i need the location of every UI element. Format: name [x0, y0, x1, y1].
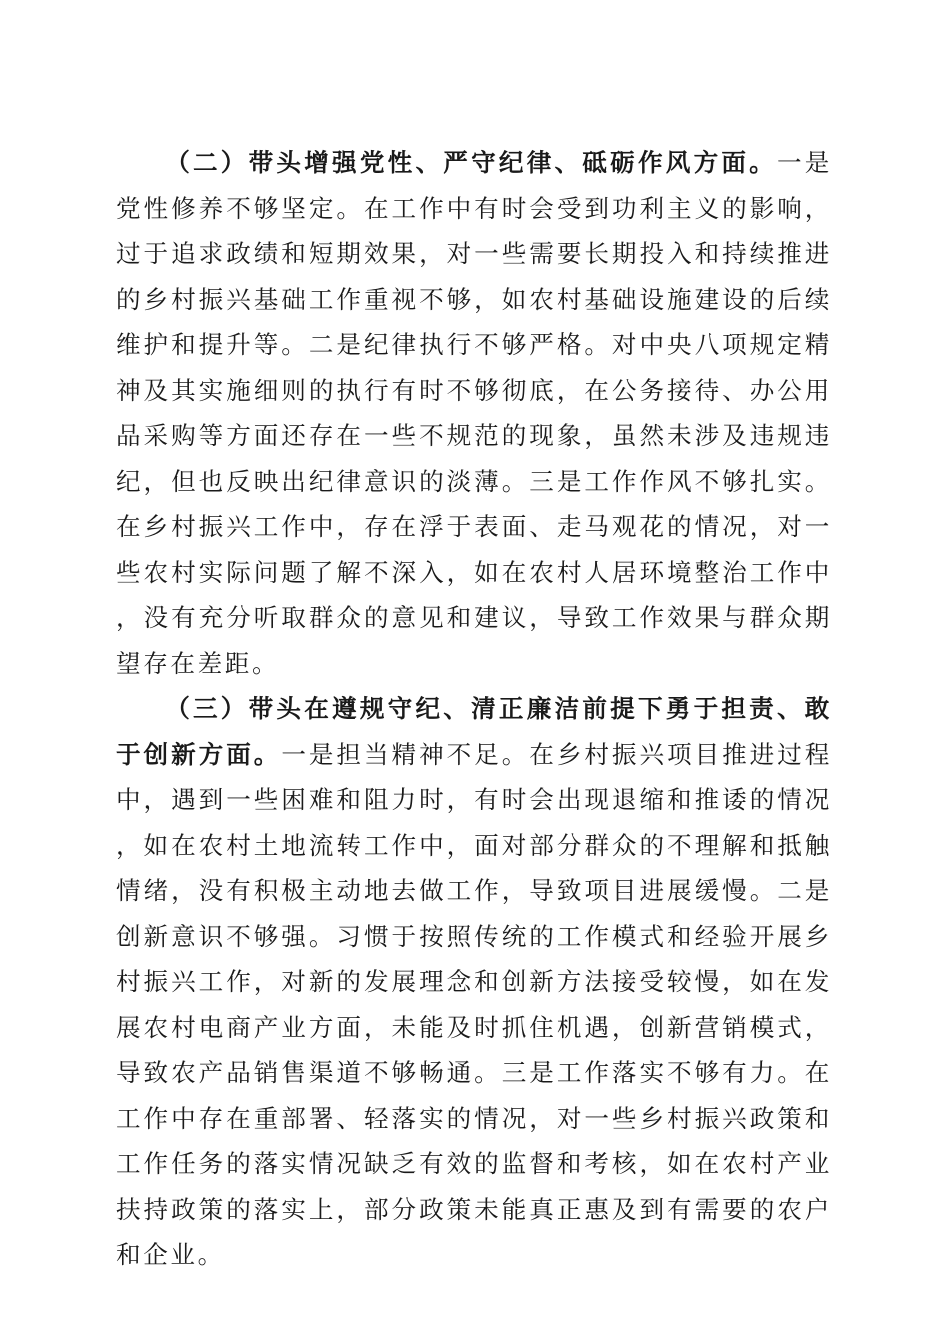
paragraph-section-2: [116, 140, 832, 686]
section-body-3: 一是担当精神不足。在乡村振兴项目推进过程中，遇到一些困难和阻力时，有时会出现退缩和推诿的情况，如在农村土地流转工作中，面对部分群众的不理解和抵触情绪，没有积极主动地去做工作，导致项目进展缓慢。二是创新意识不够强。习惯于按照传统的工作模式和经验开展乡村振兴工作，对新的发展理念和创新方法接受较慢，如在发展农村电商产业方面，未能及时抓住机遇，创新营销模式，导致农产品销售渠道不够畅通。三是工作落实不够有力。在工作中存在重部署、轻落实的情况，对一些乡村振兴政策和工作任务的落实情况缺乏有效的监督和考核，如在农村产业扶持政策的落实上，部分政策未能真正惠及到有需要的农户和企业。: [116, 739, 832, 1269]
section-heading-3: （三）带头在遵规守纪、清正廉洁前提下勇于担责、敢于创新方面。: [116, 694, 832, 769]
section-body-2: 一是党性修养不够坚定。在工作中有时会受到功利主义的影响，过于追求政绩和短期效果，对一些需要长期投入和持续推进的乡村振兴基础工作重视不够，如农村基础设施建设的后续维护和提升等。二是纪律执行不够严格。对中央八项规定精神及其实施细则的执行有时不够彻底，在公务接待、办公用品采购等方面还存在一些不规范的现象，虽然未涉及违规违纪，但也反映出纪律意识的淡薄。三是工作作风不够扎实。在乡村振兴工作中，存在浮于表面、走马观花的情况，对一些农村实际问题了解不深入，如在农村人居环境整治工作中，没有充分听取群众的意见和建议，导致工作效果与群众期望存在差距。: [116, 148, 833, 678]
section-heading-2: （二）带头增强党性、严守纪律、砥砺作风方面。: [165, 148, 777, 177]
document-body: [116, 140, 832, 1278]
paragraph-section-3: [116, 686, 832, 1278]
